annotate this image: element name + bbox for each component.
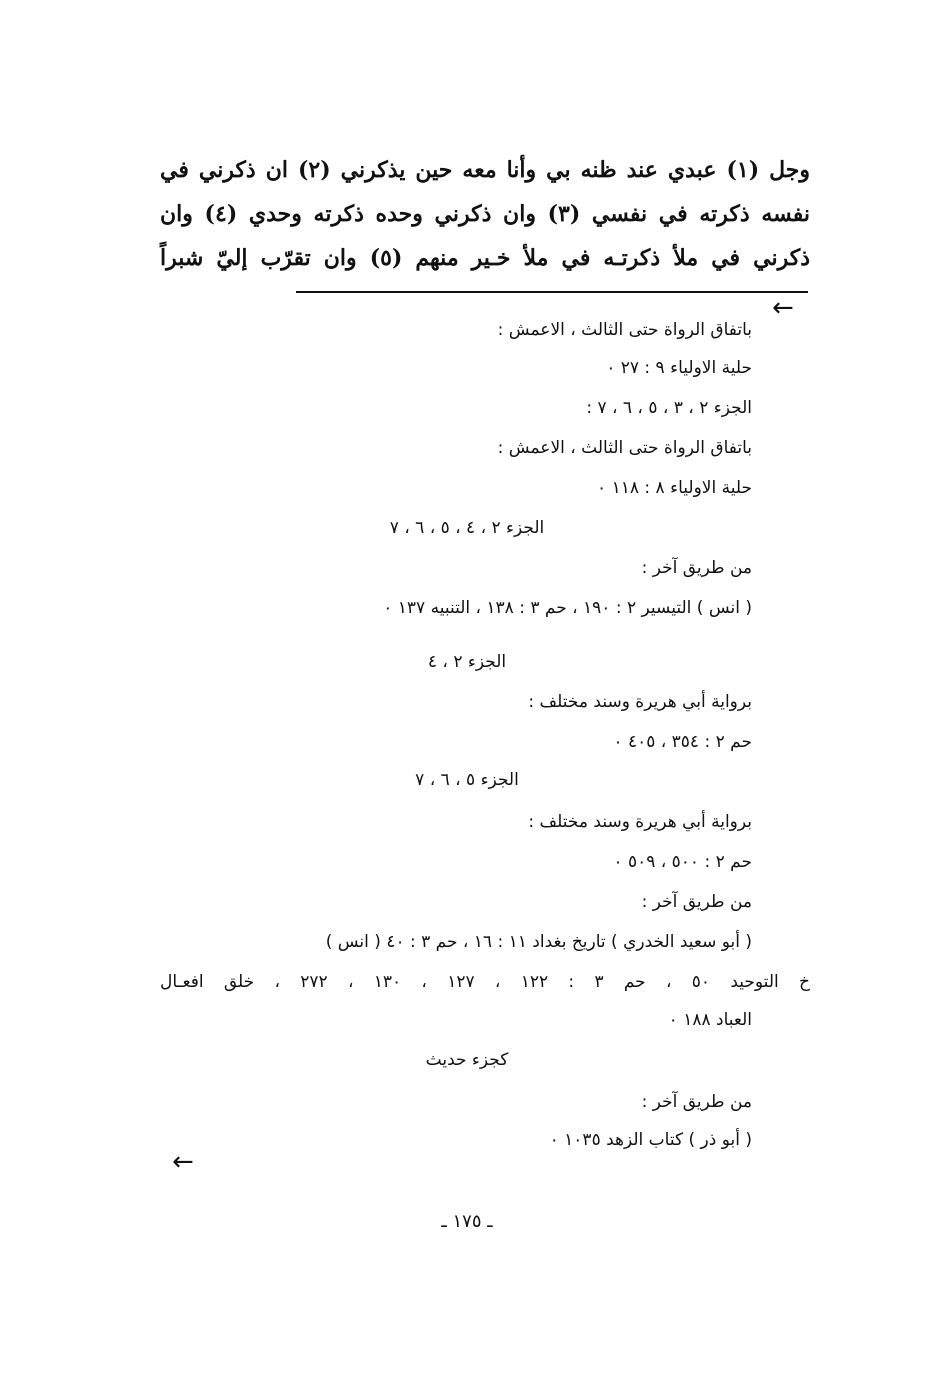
- hadith-line-2: نفسه ذكرته في نفسي (٣) وان ذكرني وحده ذكرته وحدي (٤) وان: [160, 201, 810, 227]
- section-heading: الجزء ٥ ، ٦ ، ٧: [415, 770, 519, 790]
- note-line: برواية أبي هريرة وسند مختلف :: [528, 812, 752, 832]
- hadith-text: [160, 148, 810, 280]
- footnote-separator: [296, 291, 808, 293]
- section-heading: كجزء حديث: [425, 1050, 509, 1070]
- section-heading: الجزء ٢ ، ٤ ، ٥ ، ٦ ، ٧: [389, 518, 545, 538]
- note-line: برواية أبي هريرة وسند مختلف :: [528, 692, 752, 712]
- note-line: ( أبو سعيد الخدري ) تاريخ بغداد ١١ : ١٦ ، حم ٣ : ٤٠ ( انس ): [325, 932, 752, 952]
- note-line: حلية الاولياء ٩ : ٢٧ ٠: [606, 358, 752, 378]
- note-line: العباد ١٨٨ ٠: [668, 1010, 752, 1030]
- note-line: ( انس ) التيسير ٢ : ١٩٠ ، حم ٣ : ١٣٨ ، التنبيه ١٣٧ ٠: [383, 598, 752, 618]
- note-line: الجزء ٢ ، ٣ ، ٥ ، ٦ ، ٧ :: [586, 398, 752, 418]
- note-line: ( أبو ذر ) كتاب الزهد ١٠٣٥ ٠: [549, 1130, 752, 1150]
- hadith-line-1: وجل (١) عبدي عند ظنه بي وأنا معه حين يذكرني (٢) ان ذكرني في: [160, 157, 811, 183]
- note-line: باتفاق الرواة حتى الثالث ، الاعمش :: [497, 320, 752, 340]
- note-line: من طريق آخر :: [641, 892, 752, 912]
- note-line: باتفاق الرواة حتى الثالث ، الاعمش :: [497, 438, 752, 458]
- section-heading: الجزء ٢ ، ٤: [427, 652, 507, 672]
- note-line: خ التوحيد ٥٠ ، حم ٣ : ١٢٢ ، ١٢٧ ، ١٣٠ ، ٢٧٢ ، خلق افعـال: [160, 972, 810, 992]
- note-line: من طريق آخر :: [641, 558, 752, 578]
- arrow-left-icon: ←: [772, 293, 794, 323]
- arrow-left-icon: ←: [172, 1147, 194, 1177]
- hadith-line-3: ذكرني في ملأ ذكرتـه في ملأ خـير منهم (٥) وان تقرّب إليّ شبراً: [160, 245, 810, 271]
- note-line: حم ٢ : ٥٠٠ ، ٥٠٩ ٠: [613, 852, 752, 872]
- note-line: حم ٢ : ٣٥٤ ، ٤٠٥ ٠: [613, 732, 752, 752]
- page-number: ـ ١٧٥ ـ: [441, 1211, 493, 1232]
- note-line: حلية الاولياء ٨ : ١١٨ ٠: [597, 478, 752, 498]
- note-line: من طريق آخر :: [641, 1092, 752, 1112]
